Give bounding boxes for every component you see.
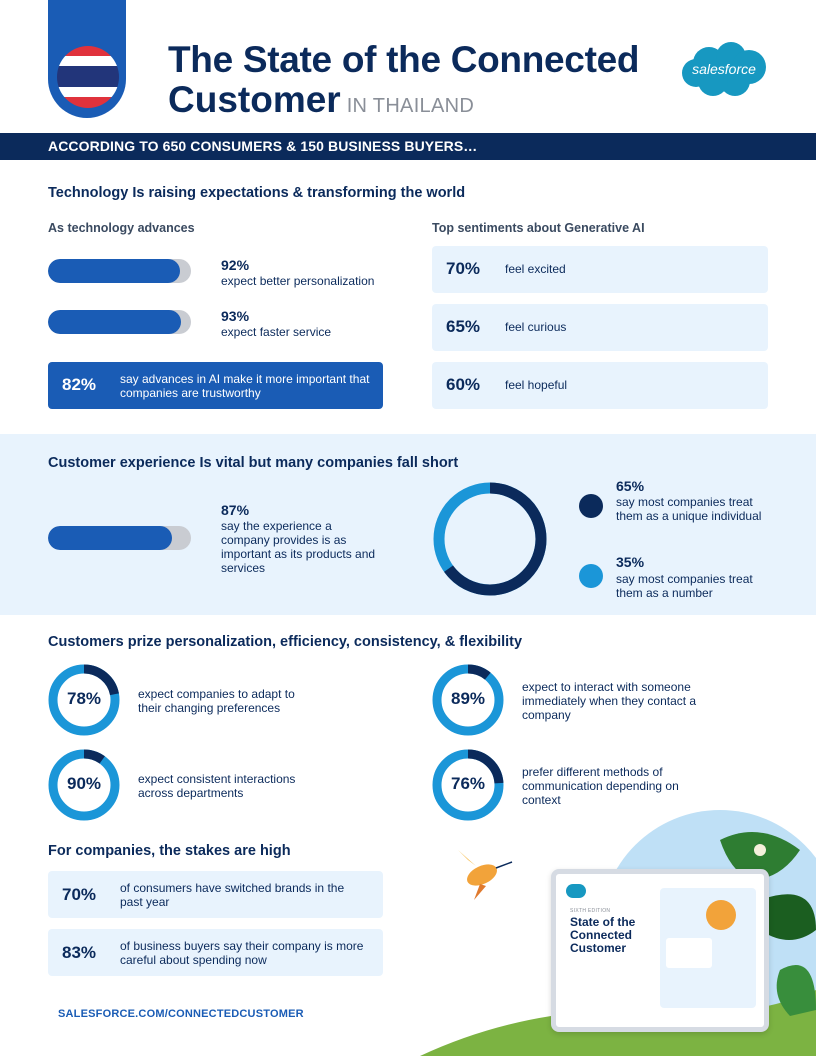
sentiment-card (432, 362, 768, 409)
sentiment-card (432, 304, 768, 351)
report-kicker: SIXTH EDITION (570, 908, 611, 914)
stat-label: of consumers have switched brands in the past year (120, 881, 345, 909)
stat-label: of business buyers say their company is more careful about spending now (120, 939, 364, 967)
salesforce-logo (679, 39, 769, 101)
stat-percent: 65% (446, 317, 481, 336)
stat-label: feel curious (505, 320, 567, 334)
progress-fill (48, 259, 180, 283)
salesforce-mini-logo (566, 884, 586, 898)
thailand-flag-icon (57, 46, 119, 108)
footer-link[interactable]: SALESFORCE.COM/CONNECTEDCUSTOMER (58, 1008, 304, 1020)
hummingbird-icon (458, 850, 512, 900)
stat-percent: 87% (221, 502, 250, 518)
banner: ACCORDING TO 650 CONSUMERS & 150 BUSINESS BUYERS… (0, 133, 816, 160)
report-card-shape (666, 938, 712, 968)
stat-percent: 82% (62, 375, 97, 394)
stat-label: expect faster service (221, 325, 332, 339)
progress-fill (48, 310, 181, 334)
stat-percent: 70% (446, 259, 481, 278)
stat-label: feel excited (505, 262, 566, 276)
prize-label: expect companies to adapt to their changing preferences (138, 687, 295, 715)
ring-percent: 89% (450, 689, 486, 708)
page-title-line2: Customer IN THAILAND (168, 79, 475, 120)
tech-heading: Technology Is raising expectations & transforming the world (48, 185, 466, 201)
flower-shape (754, 844, 766, 856)
ring-percent: 90% (66, 774, 102, 793)
stat-label: say advances in AI make it more important that companies are trustworthy (120, 372, 370, 400)
stat-percent: 60% (446, 375, 481, 394)
stake-card (48, 929, 383, 976)
tech-left-heading: As technology advances (48, 221, 195, 235)
progress-bar-personalization (48, 259, 191, 283)
ring-percent: 76% (450, 774, 486, 793)
legend-percent: 35% (616, 554, 645, 570)
page-title-line1: The State of the Connected (168, 39, 640, 80)
svg-text:salesforce: salesforce (692, 61, 756, 77)
prize-label: expect to interact with someone immediately when they contact a company (522, 680, 697, 722)
cx-donut-chart (432, 481, 548, 597)
report-avatar-shape (706, 900, 736, 930)
legend-swatch-individual (579, 494, 603, 518)
stat-percent: 93% (221, 308, 250, 324)
legend-label: say most companies treat them as a unique individual (616, 495, 762, 523)
stat-percent: 83% (62, 943, 97, 962)
prize-ring-78 (48, 664, 120, 741)
stat-percent: 70% (62, 885, 97, 904)
progress-bar-faster-service (48, 310, 191, 334)
cx-heading: Customer experience Is vital but many companies fall short (48, 455, 459, 471)
report-title: State of the Connected Customer (570, 915, 636, 955)
ai-trust-highlight (48, 362, 383, 409)
stake-card (48, 871, 383, 918)
prize-ring-89 (432, 664, 504, 741)
legend-percent: 65% (616, 478, 645, 494)
stat-label: say the experience a company provides is as important as its products and services (221, 519, 376, 575)
stat-label: feel hopeful (505, 378, 568, 392)
stakes-heading: For companies, the stakes are high (48, 843, 291, 859)
prize-label: prefer different methods of communication depending on context (522, 765, 679, 807)
prize-heading: Customers prize personalization, efficiency, consistency, & flexibility (48, 634, 523, 650)
legend-label: say most companies treat them as a number (616, 572, 753, 600)
ring-percent: 78% (66, 689, 102, 708)
stat-percent: 92% (221, 257, 250, 273)
sentiments-heading: Top sentiments about Generative AI (432, 221, 645, 235)
report-cover-thumbnail (551, 869, 769, 1032)
prize-label: expect consistent interactions across departments (138, 772, 296, 800)
sentiment-card (432, 246, 768, 293)
stat-label: expect better personalization (221, 274, 375, 288)
progress-fill (48, 526, 172, 550)
legend-swatch-number (579, 564, 603, 588)
progress-bar-experience (48, 526, 191, 550)
prize-ring-90 (48, 749, 120, 826)
page-subtitle: IN THAILAND (346, 95, 475, 117)
